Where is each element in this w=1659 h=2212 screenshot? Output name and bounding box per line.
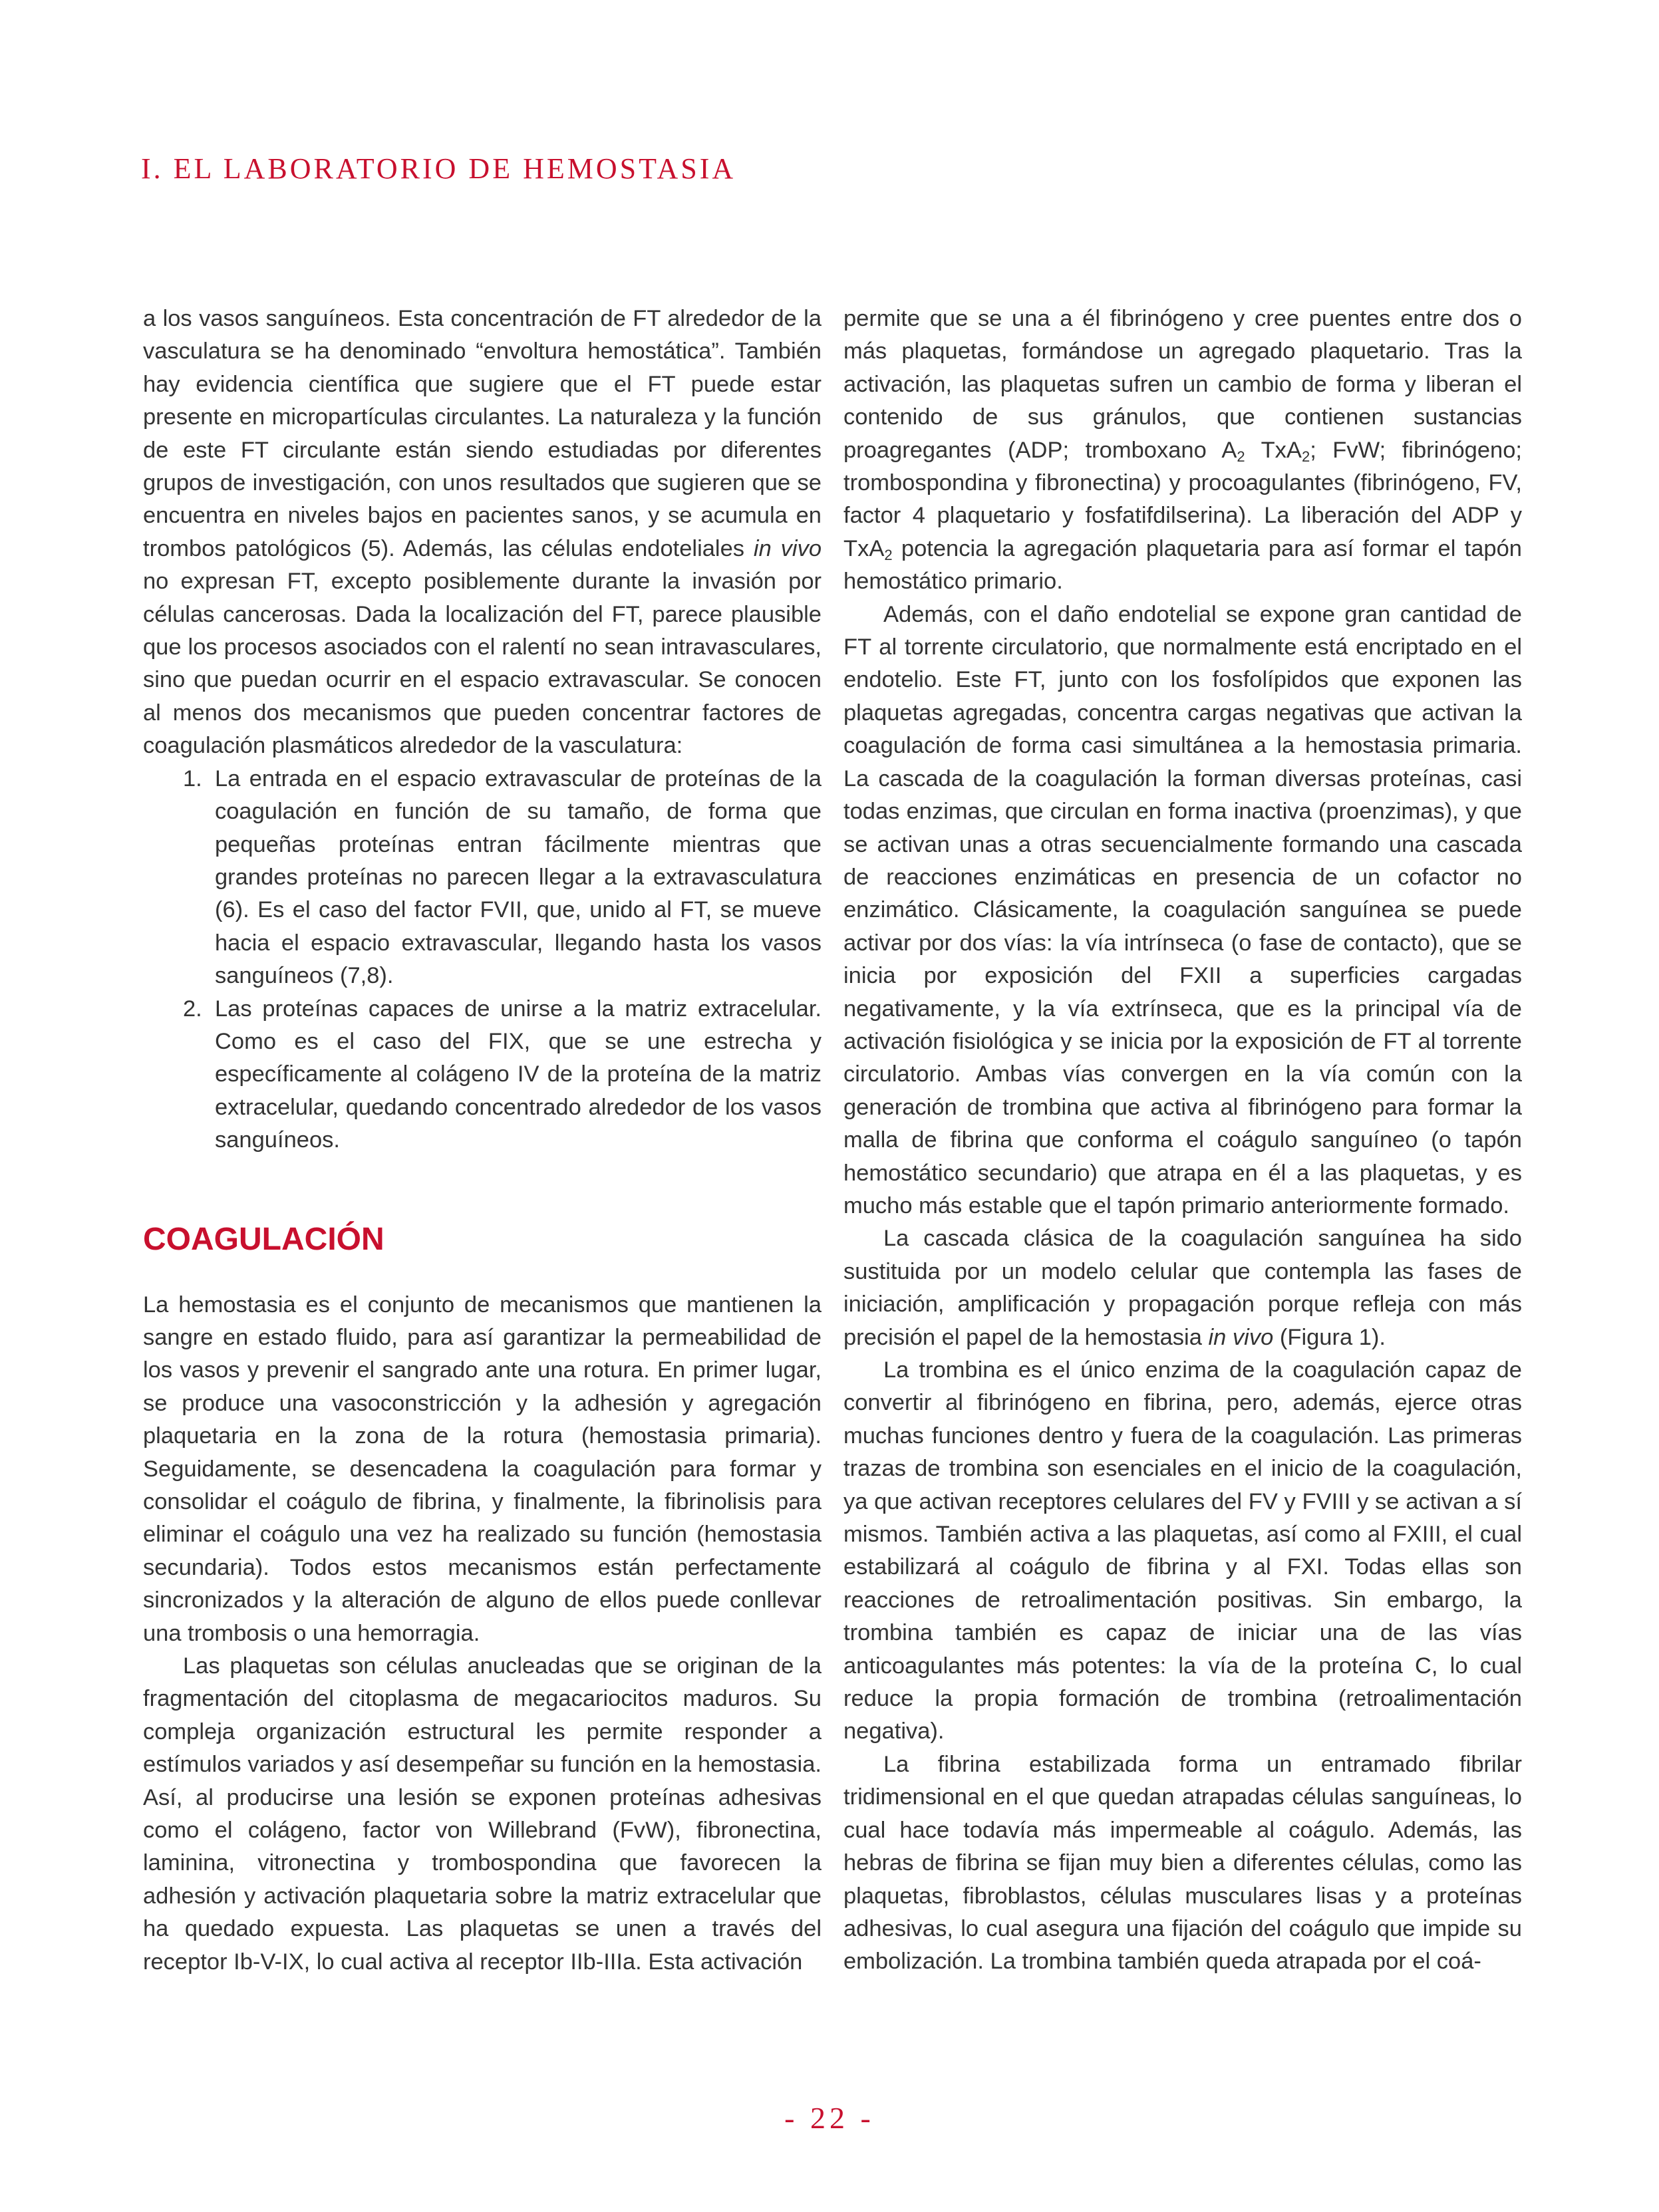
list-item: 2. Las proteínas capaces de unirse a la matriz extracelular. Como es el caso del FIX, que se une estrecha y específicamente al colágeno IV de la proteína de la matriz extracelular, quedando concentrado alrededor de los vasos sanguíneos.: [143, 993, 822, 1157]
paragraph: La cascada clásica de la coagulación sanguínea ha sido sustituida por un modelo celular que contempla las fases de iniciación, amplificación y propagación porque refleja con más precisión el papel de la hemostasia in vivo (Figura 1).: [843, 1226, 1522, 1350]
list-item: 1. La entrada en el espacio extravascular de proteínas de la coagulación en función de su tamaño, de forma que pequeñas proteínas entran fácilmente mientras que grandes proteínas no parecen llegar a la extravasculatura (6). Es el caso del factor FVII, que, unido al FT, se mueve hacia el espacio extravascular, llegando hasta los vasos sanguíneos (7,8).: [143, 763, 822, 993]
list-number: 2.: [183, 996, 202, 1022]
paragraph: permite que se una a él fibrinógeno y cree puentes entre dos o más plaquetas, formándose un agregado plaquetario. Tras la activación, las plaquetas sufren un cambio de forma y liberan el contenido de sus gránulos, que contienen sustancias proagregantes (ADP; tromboxano $A_2$ TxA$_2$; FvW; fibrinógeno; trombospondina y fibronectina) y procoagulantes (fibrinógeno, FV, factor 4 plaquetario y fosfatifdilserina). La liberación del ADP y TxA$_2$ potencia la agregación plaquetaria para así formar el tapón hemostático primario.: [843, 306, 1522, 595]
paragraph: Además, con el daño endotelial se expone gran cantidad de FT al torrente circulatorio, que normalmente está encriptado en el endotelio. Este FT, junto con los fosfolípidos que exponen las plaquetas agregadas, concentra cargas negativas que activan la coagulación de forma casi simultánea a la hemostasia primaria. La cascada de la coagulación la forman diversas proteínas, casi todas enzimas, que circulan en forma inactiva (proenzimas), y que se activan unas a otras secuencialmente formando una cascada de reacciones enzimáticas en presencia de un cofactor no enzimático. Clásicamente, la coagulación sanguínea se puede activar por dos vías: la vía intrínseca (o fase de contacto), que se inicia por exposición del FXII a superficies cargadas negativamente, y la vía extrínseca, que es la principal vía de activación fisiológica y se inicia por la exposición de FT al torrente circulatorio. Ambas vías convergen en la vía común con la generación de trombina que activa al fibrinógeno para formar la malla de fibrina que conforma el coágulo sanguíneo (o tapón hemostático secundario) que atrapa en él a las plaquetas, y es mucho más estable que el tapón primario anteriormente formado.: [843, 601, 1522, 1218]
italic-text: in vivo: [753, 535, 822, 561]
paragraph: La hemostasia es el conjunto de mecanismos que mantienen la sangre en estado fluido, para así garantizar la permeabilidad de los vasos y prevenir el sangrado ante una rotura. En primer lugar, se produce una vasoconstricción y la adhesión y agregación plaquetaria en la zona de la rotura (hemostasia primaria). Seguidamente, se desencadena la coagulación para formar y consolidar el coágulo de fibrina, y finalmente, la fibrinolisis para eliminar el coágulo una vez ha realizado su función (hemostasia secundaria). Todos estos mecanismos están perfectamente sincronizados y la alteración de alguno de ellos puede conllevar una trombosis o una hemorragia.: [143, 1292, 822, 1646]
list-number: 1.: [183, 765, 202, 791]
paragraph: Las plaquetas son células anucleadas que se originan de la fragmentación del citoplasma de megacariocitos maduros. Su compleja organización estructural les permite responder a estímulos variados y así desempeñar su función en la hemostasia. Así, al producirse una lesión se exponen proteínas adhesivas como el colágeno, factor von Willebrand (FvW), fibronectina, laminina, vitronectina y trombospondina que favorecen la adhesión y activación plaquetaria sobre la matriz extracelular que ha quedado expuesta. Las plaquetas se unen a través del receptor Ib-V-IX, lo cual activa al receptor IIb-IIIa. Esta activación: [143, 1653, 822, 1975]
subscript: 2: [1237, 448, 1245, 465]
running-header: I. EL LABORATORIO DE HEMOSTASIA: [141, 152, 736, 185]
right-column: [843, 303, 1522, 1979]
subscript: 2: [1301, 448, 1310, 465]
paragraph: La fibrina estabilizada forma un entramado fibrilar tridimensional en el que quedan atrapadas células sanguíneas, lo cual hace todavía más impermeable al coágulo. Además, las hebras de fibrina se fijan muy bien a diferentes células, como las plaquetas, fibroblastos, células musculares lisas y a proteínas adhesivas, lo cual asegura una fijación del coágulo que impide su embolización. La trombina también queda atrapada por el coá-: [843, 1751, 1522, 1975]
section-heading: COAGULACIÓN: [143, 1221, 384, 1257]
paragraph: La trombina es el único enzima de la coagulación capaz de convertir al fibrinógeno en fibrina, pero, además, ejerce otras muchas funciones dentro y fuera de la coagulación. Las primeras trazas de trombina son esenciales en el inicio de la coagulación, ya que activan receptores celulares del FV y FVIII y se activan a sí mismos. También activa a las plaquetas, así como al FXIII, el cual estabilizará al coágulo de fibrina y al FXI. Todas ellas son reacciones de retroalimentación positivas. Sin embargo, la trombina también es capaz de iniciar una de las vías anticoagulantes más potentes: la vía de la proteína C, lo cual reduce la propia formación de trombina (retroalimentación negativa).: [843, 1357, 1522, 1744]
page-number: - 22 -: [784, 2101, 875, 2135]
paragraph: a los vasos sanguíneos. Esta concentración de FT alrededor de la vasculatura se ha denominado “envoltura hemostática”. También hay evidencia científica que sugiere que el FT puede estar presente en micropartículas circulantes. La naturaleza y la función de este FT circulante están siendo estudiadas por diferentes grupos de investigación, con unos resultados que sugieren que se encuentra en niveles bajos en pacientes sanos, y se acumula en trombos patológicos (5). Además, las células endoteliales in vivo no expresan FT, excepto posiblemente durante la invasión por células cancerosas. Dada la localización del FT, parece plausible que los procesos asociados con el ralentí no sean intravasculares, sino que puedan ocurrir en el espacio extravascular. Se conocen al menos dos mecanismos que pueden concentrar factores de coagulación plasmáticos alrededor de la vasculatura:: [143, 306, 822, 759]
left-column: [143, 303, 822, 1979]
italic-text: in vivo: [1208, 1324, 1274, 1350]
subscript: 2: [884, 546, 893, 563]
numbered-list: [143, 763, 822, 1157]
